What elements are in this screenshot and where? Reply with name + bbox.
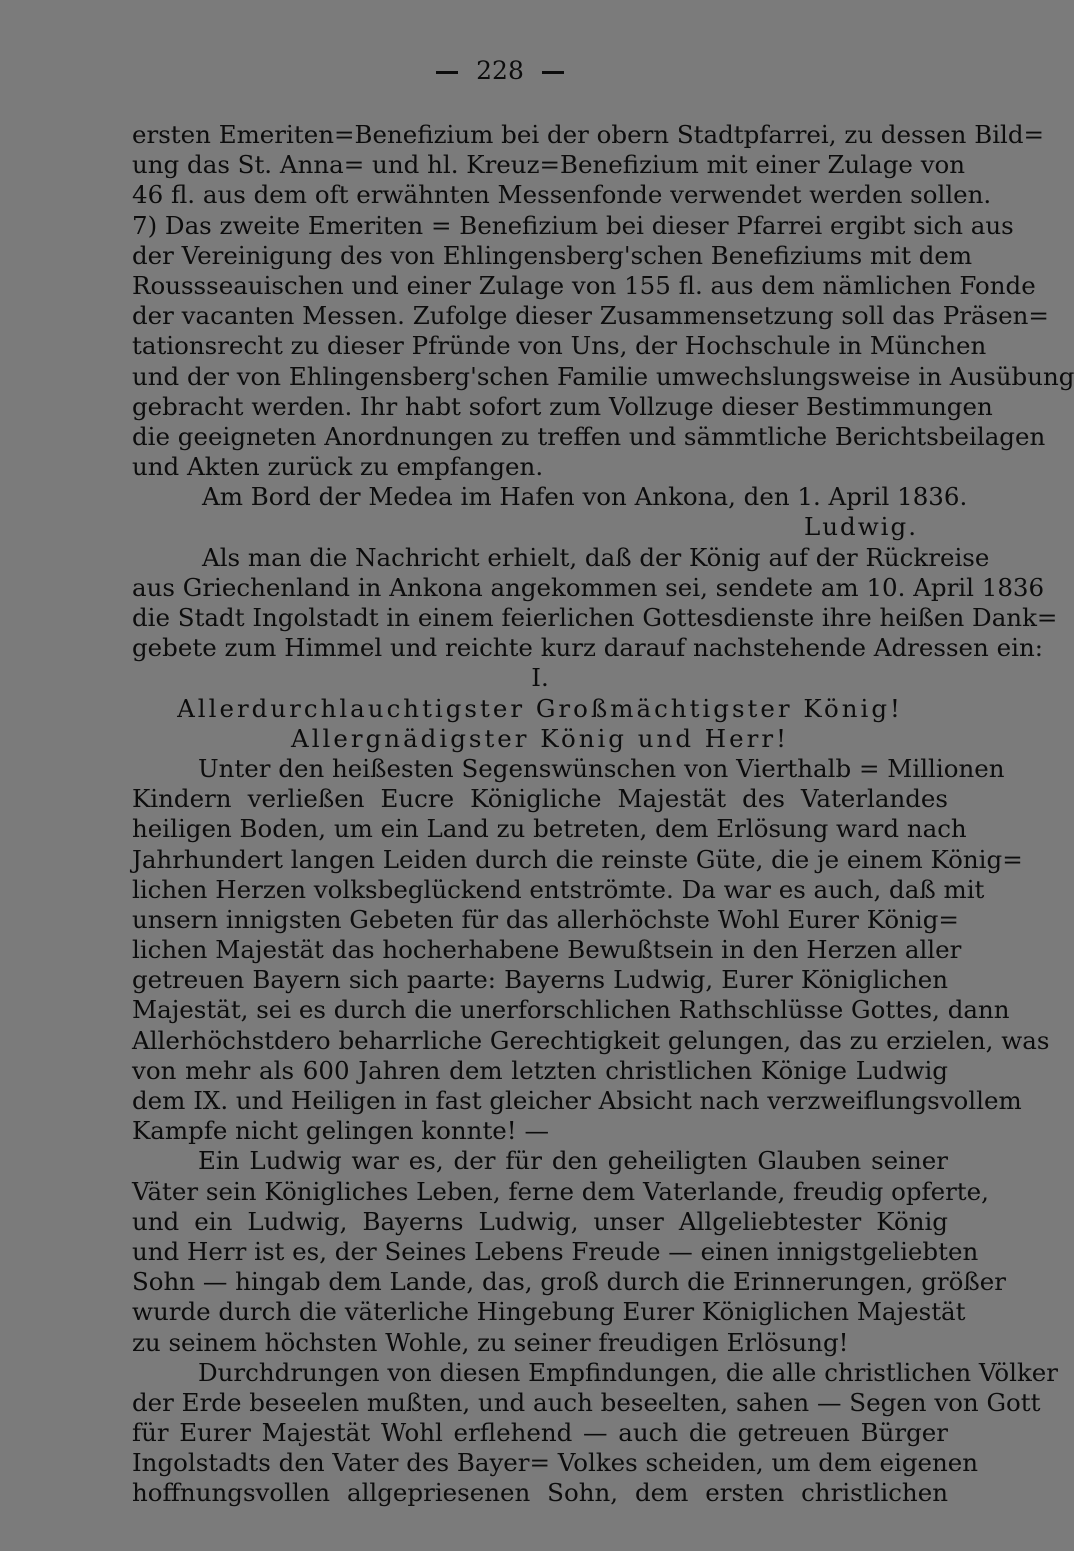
page-header [0, 54, 1000, 88]
text-line: ersten Emeriten=Benefizium bei der obern Stadtpfarrei, zu dessen Bild= [132, 120, 1045, 149]
text-line: von mehr als 600 Jahren dem letzten christlichen Könige Ludwig [132, 1055, 948, 1085]
text-line: und der von Ehlingensberg'schen Familie umwechslungsweise in Ausübung [132, 361, 1074, 391]
document-body [132, 120, 1074, 1509]
text-line: Kindern verließen Eucre Königliche Majestät des Vaterlandes [132, 784, 948, 814]
text-line: Sohn — hingab dem Lande, das, groß durch die Erinnerungen, größer [132, 1267, 1006, 1297]
text-line: unsern innigsten Gebeten für das allerhöchste Wohl Eurer König= [132, 904, 959, 934]
text-line: Kampfe nicht gelingen konnte! — [132, 1116, 549, 1146]
text-line: und ein Ludwig, Bayerns Ludwig, unser Allgeliebtester König [132, 1206, 948, 1236]
text-line: und Herr ist es, der Seines Lebens Freude — einen innigstgeliebten [132, 1236, 979, 1266]
text-line: der vacanten Messen. Zufolge dieser Zusammensetzung soll das Präsen= [132, 301, 1049, 331]
text-line: Allerhöchstdero beharrliche Gerechtigkeit gelungen, das zu erzielen, was [132, 1025, 1050, 1055]
text-line: 46 fl. aus dem oft erwähnten Messenfonde verwendet werden sollen. [132, 180, 992, 210]
text-line: und Akten zurück zu empfangen. [132, 452, 544, 482]
text-line: heiligen Boden, um ein Land zu betreten, dem Erlösung ward nach [132, 814, 967, 844]
text-line: gebete zum Himmel und reichte kurz darauf nachstehende Adressen ein: [132, 633, 1043, 663]
text-line: tationsrecht zu dieser Pfründe von Uns, der Hochschule in München [132, 331, 987, 361]
text-line: Majestät, sei es durch die unerforschlichen Rathschlüsse Gottes, dann [132, 995, 1010, 1025]
section-numeral: I. [531, 663, 549, 693]
text-line: ung das St. Anna= und hl. Kreuz=Benefizium mit einer Zulage von [132, 150, 966, 180]
text-line: Unter den heißesten Segenswünschen von Vierthalb = Millionen [198, 753, 1005, 783]
text-line: zu seinem höchsten Wohle, zu seiner freudigen Erlösung! [132, 1327, 849, 1357]
salutation: Allergnädigster König und Herr! [291, 723, 789, 753]
header-dash-left [436, 71, 458, 74]
text-line: lichen Herzen volksbeglückend entströmte. Da war es auch, daß mit [132, 874, 985, 904]
text-line: aus Griechenland in Ankona angekommen sei, sendete am 10. April 1836 [132, 572, 1045, 602]
text-line: für Eurer Majestät Wohl erflehend — auch die getreuen Bürger [132, 1418, 948, 1448]
text-line: Durchdrungen von diesen Empfindungen, die alle christlichen Völker [198, 1357, 1059, 1387]
text-line: der Erde beseelen mußten, und auch beseelten, sahen — Segen von Gott [132, 1387, 1041, 1417]
signature: Ludwig. [803, 512, 918, 542]
text-line: die geeigneten Anordnungen zu treffen und sämmtliche Berichtsbeilagen [132, 421, 1046, 451]
page-number: 228 [476, 56, 524, 85]
text-line: Väter sein Königliches Leben, ferne dem Vaterlande, freudig opferte, [132, 1176, 989, 1206]
text-line: hoffnungsvollen allgepriesenen Sohn, dem ersten christlichen [132, 1478, 948, 1508]
text-line: 7) Das zweite Emeriten = Benefizium bei dieser Pfarrei ergibt sich aus [132, 210, 1014, 240]
text-line: Als man die Nachricht erhielt, daß der König auf der Rückreise [202, 542, 990, 572]
dateline: Am Bord der Medea im Hafen von Ankona, den 1. April 1836. [202, 482, 968, 512]
text-line: die Stadt Ingolstadt in einem feierlichen Gottesdienste ihre heißen Dank= [132, 603, 1058, 632]
header-dash-right [542, 71, 564, 74]
text-line: Roussseauischen und einer Zulage von 155 fl. aus dem nämlichen Fonde [132, 270, 1036, 300]
salutation: Allerdurchlauchtigster Großmächtigster König! [177, 693, 903, 723]
text-line: Ein Ludwig war es, der für den geheiligten Glauben seiner [198, 1146, 948, 1176]
text-line: Ingolstadts den Vater des Bayer= Volkes scheiden, um dem eigenen [132, 1448, 979, 1478]
text-line: gebracht werden. Ihr habt sofort zum Vollzuge dieser Bestimmungen [132, 391, 993, 421]
text-line: wurde durch die väterliche Hingebung Eurer Königlichen Majestät [132, 1297, 966, 1327]
text-line: der Vereinigung des von Ehlingensberg'schen Benefiziums mit dem [132, 240, 973, 270]
text-line: getreuen Bayern sich paarte: Bayerns Ludwig, Eurer Königlichen [132, 965, 948, 995]
text-line: lichen Majestät das hocherhabene Bewußtsein in den Herzen aller [132, 935, 962, 965]
text-line: Jahrhundert langen Leiden durch die reinste Güte, die je einem König= [132, 844, 1023, 874]
text-line: dem IX. und Heiligen in fast gleicher Absicht nach verzweiflungsvollem [132, 1086, 1022, 1115]
